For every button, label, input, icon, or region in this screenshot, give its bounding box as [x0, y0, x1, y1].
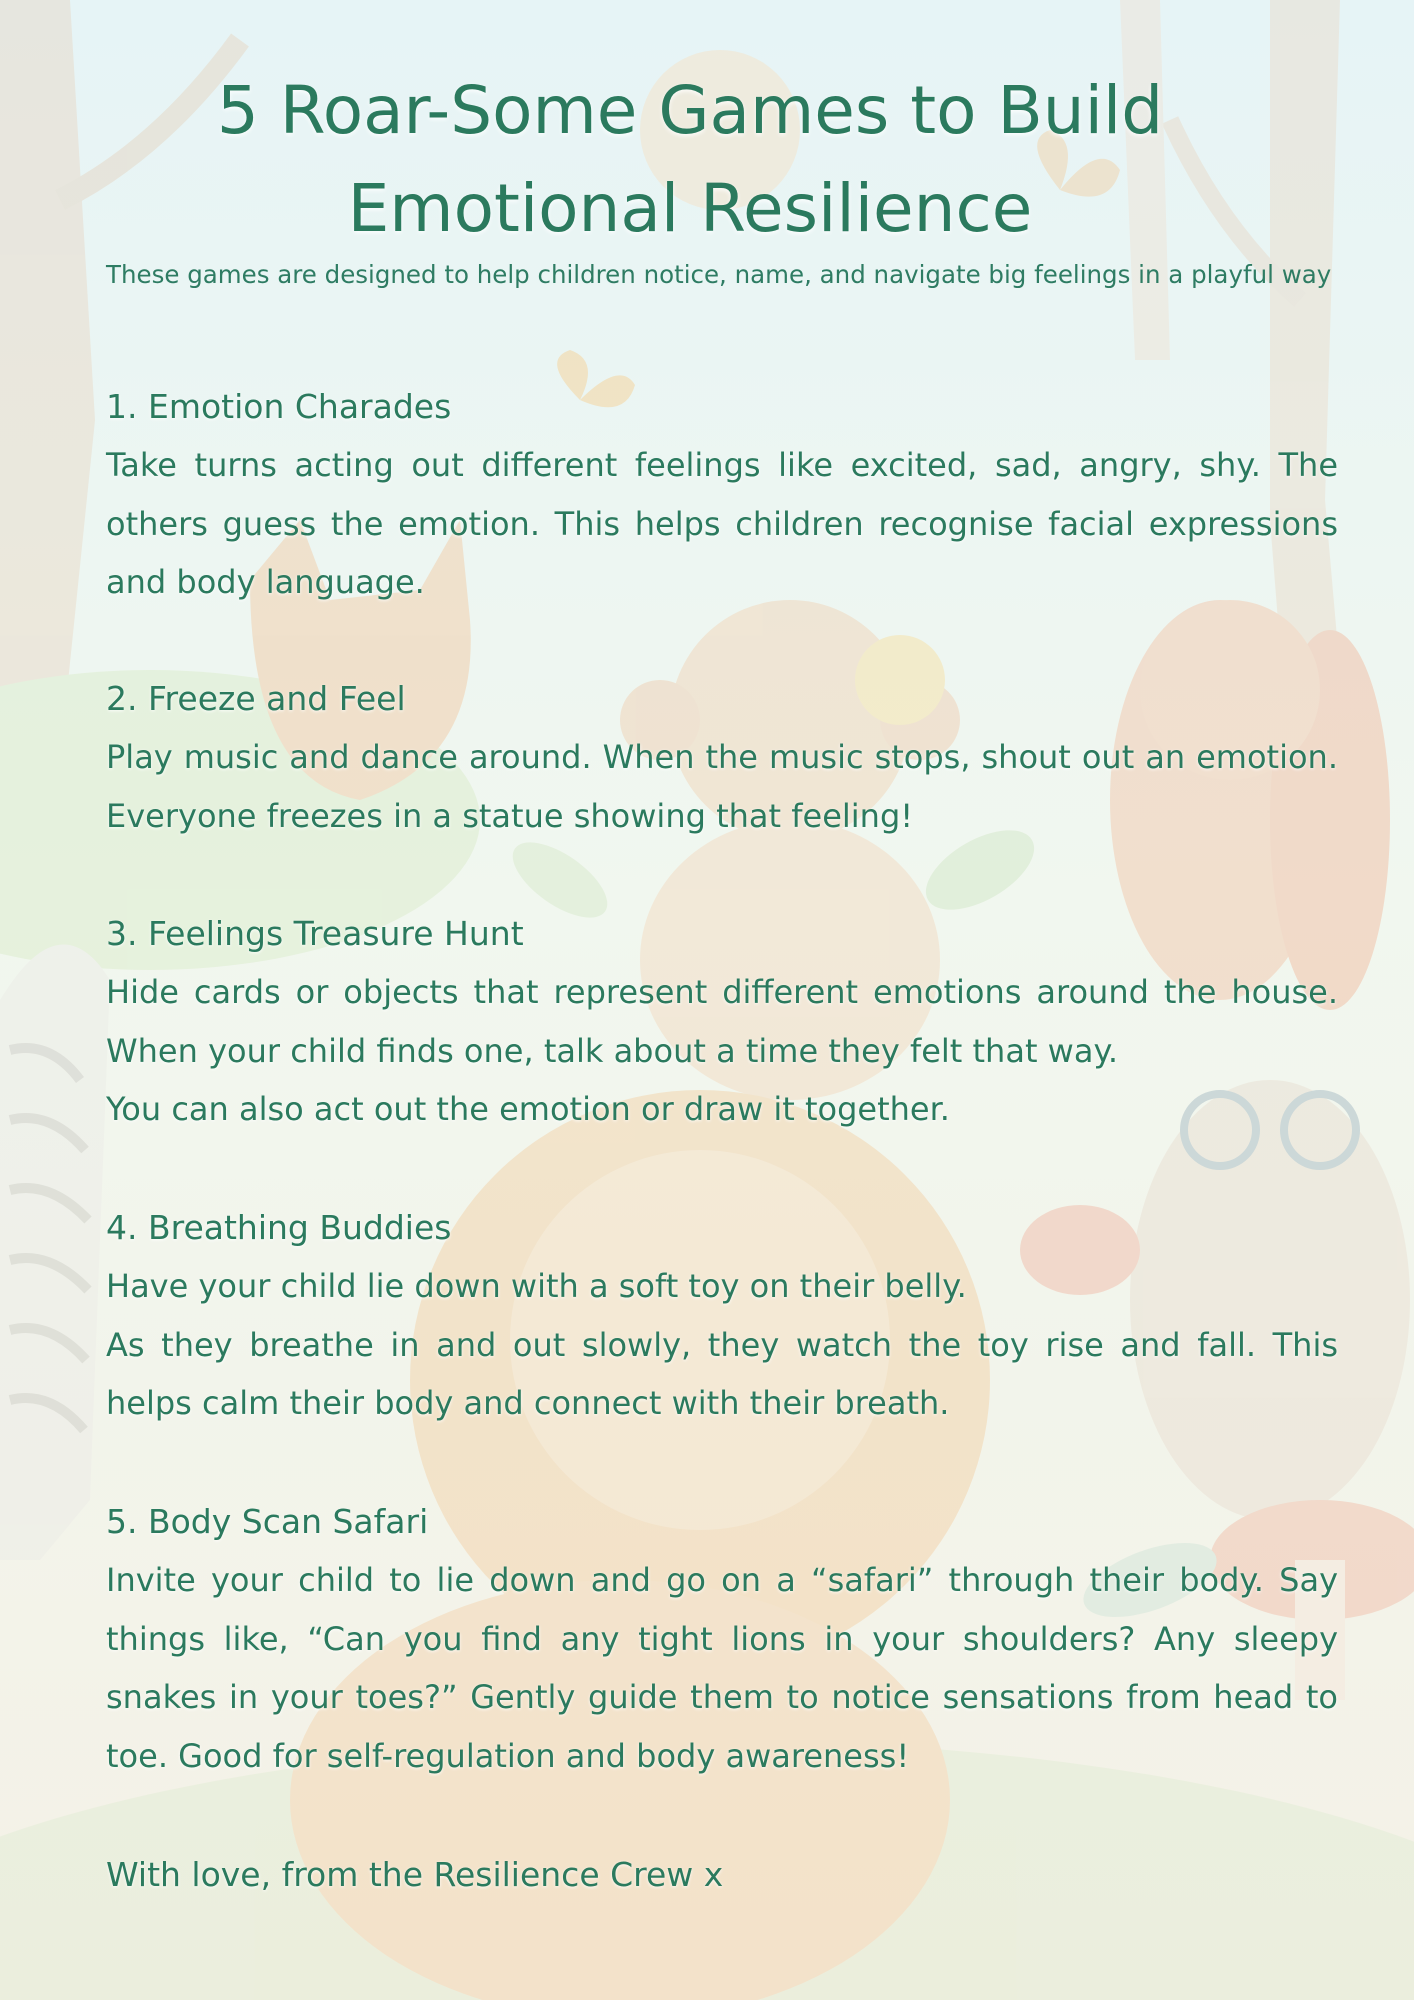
game-section-1: [106, 378, 1338, 612]
game-description: Invite your child to lie down and go on a “safari” through their body. Say things like, “Can you find any tight lions in your shoulders? Any sleepy snakes in your toes?” Gently guide them to notice sensations from head to toe. Good for self-regulation and body awareness!: [106, 1561, 1338, 1775]
game-description: Have your child lie down with a soft toy on their belly. As they breathe in and out slowly, they watch the toy rise and fall. This helps calm their body and connect with their breath.: [106, 1267, 1338, 1422]
game-heading: 1. Emotion Charades: [106, 387, 452, 426]
page-title: 5 Roar-Some Games to Build Emotional Resilience: [216, 72, 1164, 247]
game-heading: 3. Feelings Treasure Hunt: [106, 914, 524, 953]
game-section-4: [106, 1199, 1338, 1433]
game-section-5: [106, 1493, 1338, 1785]
page-subtitle: These games are designed to help children notice, name, and navigate big feelings in a playful way: [106, 260, 1332, 289]
game-heading: 5. Body Scan Safari: [106, 1502, 429, 1541]
game-heading: 2. Freeze and Feel: [106, 679, 406, 718]
game-description: Hide cards or objects that represent different emotions around the house. When your child finds one, talk about a time they felt that way. You can also act out the emotion or draw it together.: [106, 973, 1338, 1128]
game-description: Play music and dance around. When the music stops, shout out an emotion. Everyone freezes in a statue showing that feeling!: [106, 738, 1338, 835]
game-description: Take turns acting out different feelings like excited, sad, angry, shy. The others guess the emotion. This helps children recognise facial expressions and body language.: [106, 446, 1338, 601]
signoff-text: With love, from the Resilience Crew x: [106, 1855, 724, 1894]
game-heading: 4. Breathing Buddies: [106, 1208, 452, 1247]
game-section-3: [106, 905, 1338, 1139]
game-section-2: [106, 670, 1338, 845]
